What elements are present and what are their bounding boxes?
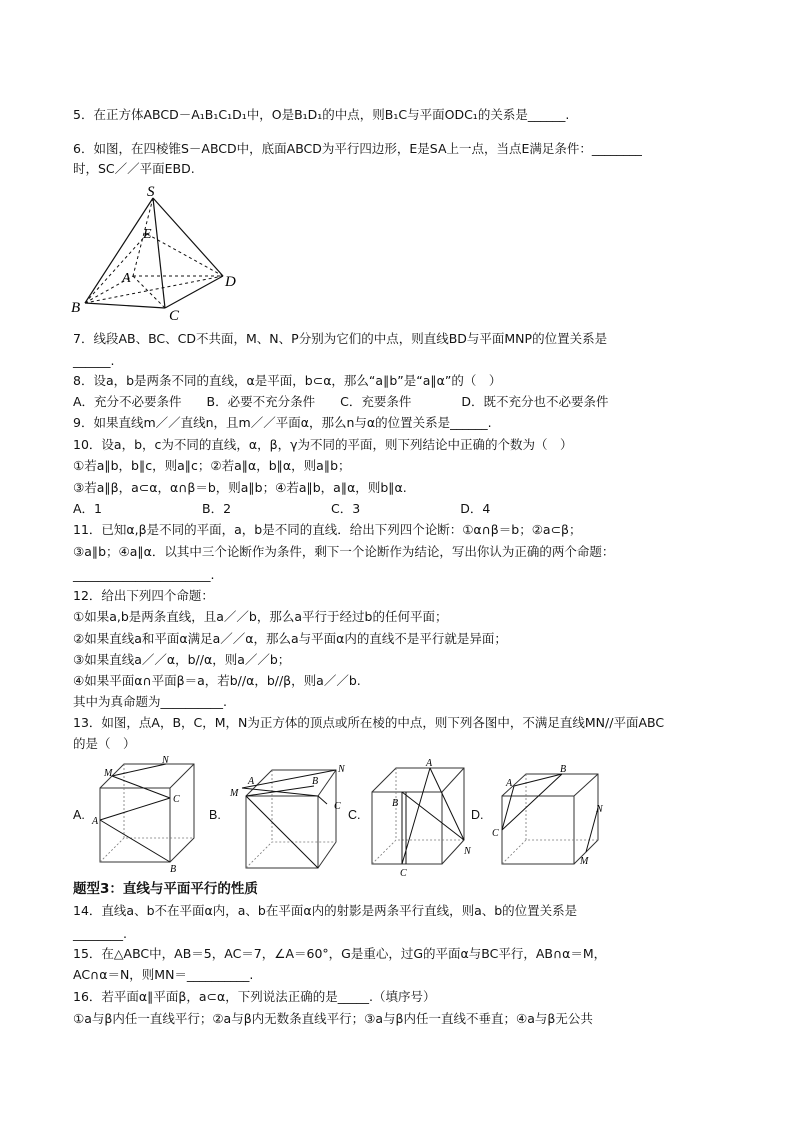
cubeA-N: N xyxy=(162,755,169,766)
line-q10-options: A．1 B．2 C．3 D．4 xyxy=(73,501,491,516)
line-q10-2: ③若a∥β，a⊂α，α∩β＝b，则a∥b；④若a∥b，a∥α，则b∥α. xyxy=(73,480,407,495)
cubeA-A: A xyxy=(92,816,99,827)
cubeB-B: B xyxy=(312,776,319,787)
cubeD-N: N xyxy=(596,804,603,815)
cubeC-A: A xyxy=(426,758,433,769)
line-q6b: 时，SC／／平面EBD. xyxy=(73,161,195,176)
label-S: S xyxy=(147,184,155,200)
cubeA-B: B xyxy=(170,864,177,875)
option-A-label: A. xyxy=(73,808,85,822)
line-q11: 11．已知α,β是不同的平面，a，b是不同的直线．给出下列四个论断：①α∩β＝b；②a⊂β； xyxy=(73,522,582,537)
line-q7b: ______. xyxy=(73,353,115,368)
cubeD-C: C xyxy=(492,828,499,839)
cubeB-A: A xyxy=(248,776,255,787)
line-q9: 9．如果直线m／／直线n，且m／／平面α，那么n与α的位置关系是______. xyxy=(73,415,492,430)
line-q8-options: A．充分不必要条件 B．必要不充分条件 C．充要条件 D．既不充分也不必要条件 xyxy=(73,394,609,409)
option-C-label: C. xyxy=(348,808,361,822)
line-q7: 7．线段AB、BC、CD不共面，M、N、P分别为它们的中点，则直线BD与平面MNP的位置关系是 xyxy=(73,331,608,346)
label-D: D xyxy=(225,274,236,290)
line-q12-4: ④如果平面α∩平面β＝a，若b//α，b//β，则a／／b. xyxy=(73,673,361,688)
cube-figure-D xyxy=(488,756,608,876)
line-q12-1: ①如果a,b是两条直线，且a／／b，那么a平行于经过b的任何平面； xyxy=(73,609,448,624)
line-q13b: 的是（ ） xyxy=(73,736,136,751)
cubeA-C: C xyxy=(173,794,180,805)
option-D-label: D. xyxy=(471,808,484,822)
section-heading: 题型3：直线与平面平行的性质 xyxy=(73,881,258,897)
line-q12-3: ③如果直线a／／α，b//α，则a／／b； xyxy=(73,652,291,667)
cubeC-C: C xyxy=(400,868,407,879)
cubeD-A: A xyxy=(506,778,513,789)
line-q10-1: ①若a∥b，b∥c，则a∥c；②若a∥α，b∥α，则a∥b； xyxy=(73,458,351,473)
line-q12-2: ②如果直线a和平面α满足a／／α，那么a与平面α内的直线不是平行就是异面； xyxy=(73,631,507,646)
pyramid-figure xyxy=(65,178,245,324)
cubeC-B: B xyxy=(392,798,399,809)
line-q5: 5．在正方体ABCD－A₁B₁C₁D₁中，O是B₁D₁的中点，则B₁C与平面ODC₁的关系是______. xyxy=(73,107,570,122)
label-A: A xyxy=(122,271,131,286)
label-C: C xyxy=(169,308,180,324)
cubeB-N: N xyxy=(338,764,345,775)
label-B: B xyxy=(71,300,81,316)
option-B-label: B. xyxy=(209,808,221,822)
line-q11-blank: ______________________. xyxy=(73,567,215,582)
line-q11b: ③a∥b；④a∥α．以其中三个论断作为条件，剩下一个论断作为结论，写出你认为正确的两个命题： xyxy=(73,544,615,559)
line-q12-end: 其中为真命题为__________. xyxy=(73,694,227,709)
line-q12: 12．给出下列四个命题： xyxy=(73,588,214,603)
line-q8: 8．设a，b是两条不同的直线，α是平面，b⊂α，那么“a∥b”是“a∥α”的（ ） xyxy=(73,373,502,388)
line-q14b: ________. xyxy=(73,926,127,941)
line-q10: 10．设a，b，c为不同的直线，α，β，γ为不同的平面，则下列结论中正确的个数为（ ） xyxy=(73,437,573,452)
cubeB-C: C xyxy=(334,801,341,812)
cubeC-N: N xyxy=(464,846,471,857)
cubeD-M: M xyxy=(580,856,589,867)
cube-figure-B xyxy=(226,756,345,876)
line-q16: 16．若平面α∥平面β，a⊂α，下列说法正确的是_____.（填序号） xyxy=(73,989,436,1004)
cubeB-M: M xyxy=(230,788,239,799)
line-q15: 15．在△ABC中，AB＝5，AC＝7，∠A＝60°，G是重心，过G的平面α与BC平行，AB∩α＝M， xyxy=(73,946,607,961)
cube-figure-A xyxy=(90,756,200,876)
line-q15b: AC∩α＝N，则MN＝__________. xyxy=(73,967,254,982)
line-q16-options: ①a与β内任一直线平行；②a与β内无数条直线平行；③a与β内任一直线不垂直；④a与β无公共 xyxy=(73,1011,593,1026)
line-q14: 14．直线a、b不在平面α内，a、b在平面α内的射影是两条平行直线，则a、b的位置关系是 xyxy=(73,903,578,918)
cubeD-B: B xyxy=(560,764,567,775)
label-E: E xyxy=(143,227,152,242)
line-q6: 6．如图，在四棱锥S－ABCD中，底面ABCD为平行四边形，E是SA上一点，当点E满足条件：________ xyxy=(73,141,642,156)
line-q13: 13．如图，点A，B，C，M，N为正方体的顶点或所在棱的中点，则下列各图中，不满足直线MN//平面ABC xyxy=(73,715,665,730)
cube-figure-C xyxy=(362,756,472,879)
cubeA-M: M xyxy=(104,768,113,779)
